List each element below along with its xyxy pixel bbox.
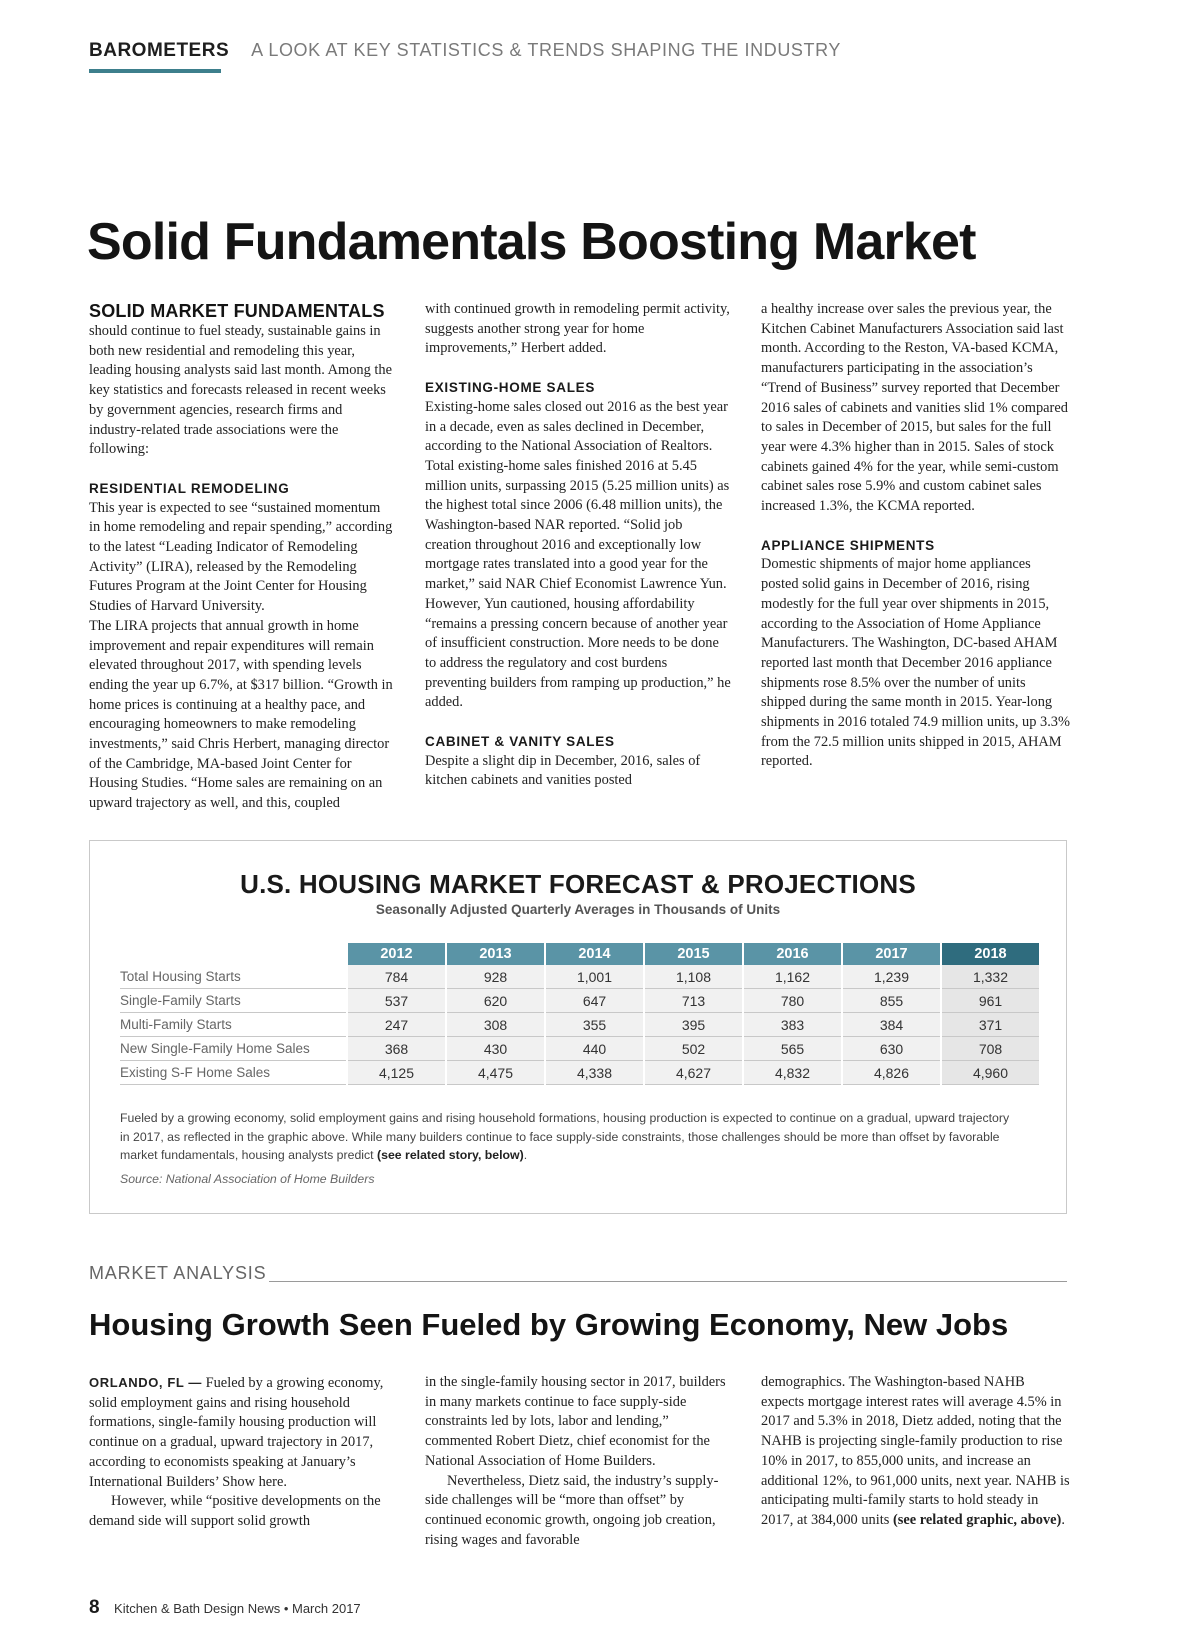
year-header-highlight: 2018 xyxy=(941,943,1039,965)
forecast-source: Source: National Association of Home Builders xyxy=(120,1172,375,1186)
table-cell: 855 xyxy=(842,989,941,1013)
paragraph: Existing-home sales closed out 2016 as the best year in a decade, even as sales declined in December, according to the National Association of Realtors. Total existing-home sales finished 2016 at 5.45 million units, surpassing 2015 (5.25 million units) as the highest total since 2006 (6.48 million units), the Washington-based NAR reported. “Solid job creation throughout 2016 and exceptionally low mortgage rates translated into a good year for the market,” said NAR Chief Economist Lawrence Yun. However, Yun cautioned, housing affordability “remains a pressing concern because of another year of insufficient construction. More needs to be done to address the regulatory and cost burdens preventing builders from ramping up production,” he added. xyxy=(425,398,731,711)
paragraph xyxy=(761,1373,1071,1531)
table-header-row xyxy=(120,943,1039,965)
table-cell: 383 xyxy=(743,1013,842,1037)
paragraph-text: demographics. The Washington-based NAHB expects mortgage interest rates will average 4.5% in 2017 and 5.3% in 2018, Dietz added, noting that the NAHB is projecting single-family production to rise 10% in 2017, to 855,000 units, and increase an additional 12%, to 961,000 units, next year. NAHB is anticipating multi-family starts to hold steady in 2017, at 384,000 units xyxy=(761,1374,1070,1528)
publication-info: Kitchen & Bath Design News • March 2017 xyxy=(114,1601,361,1616)
table-row xyxy=(120,989,1039,1013)
paragraph: Nevertheless, Dietz said, the industry’s supply-side challenges will be “more than offset” by continued economic growth, ongoing job creation, rising wages and favorable xyxy=(425,1472,719,1548)
forecast-caption xyxy=(120,1109,1020,1165)
ma-column-1 xyxy=(89,1373,395,1532)
table-cell: 355 xyxy=(545,1013,644,1037)
ma-column-3 xyxy=(761,1373,1071,1531)
table-cell: 537 xyxy=(347,989,446,1013)
year-header: 2014 xyxy=(545,943,644,965)
year-header: 2015 xyxy=(644,943,743,965)
table-cell: 928 xyxy=(446,965,545,989)
subheading-residential-remodeling: RESIDENTIAL REMODELING xyxy=(89,480,290,496)
forecast-title: U.S. HOUSING MARKET FORECAST & PROJECTIONS xyxy=(240,869,916,899)
table-cell: 620 xyxy=(446,989,545,1013)
table-row xyxy=(120,1013,1039,1037)
table-cell: 4,338 xyxy=(545,1061,644,1085)
header-accent-rule xyxy=(89,69,221,73)
article-column-1 xyxy=(89,300,395,814)
table-cell: 430 xyxy=(446,1037,545,1061)
year-header: 2017 xyxy=(842,943,941,965)
forecast-subtitle: Seasonally Adjusted Quarterly Averages in Thousands of Units xyxy=(375,902,781,917)
forecast-box xyxy=(89,840,1067,1214)
table-cell: 961 xyxy=(941,989,1039,1013)
table-cell: 1,108 xyxy=(644,965,743,989)
caption-text: Fueled by a growing economy, solid employment gains and rising household formations, housing production is expected to continue on a gradual, upward trajectory in 2017, as reflected in the graphic above. While many builders continue to face supply-side constraints, those challenges should be more than offset by favorable market fundamentals, housing analysts predict xyxy=(120,1111,1010,1162)
table-cell: 1,239 xyxy=(842,965,941,989)
paragraph: in the single-family housing sector in 2017, builders in many markets continue to face supply-side constraints led by lots, labor and lending,” commented Robert Dietz, chief economist for the National Association of Home Builders. xyxy=(425,1374,726,1469)
article-column-3 xyxy=(761,300,1071,772)
paragraph: This year is expected to see “sustained momentum in home remodeling and repair spending,” according to the latest “Leading Indicator of Remodeling Activity” (LIRA), released by the Remodeling Futures Program at the Joint Center for Housing Studies of Harvard University. xyxy=(89,499,393,615)
dateline: ORLANDO, FL — xyxy=(89,1375,202,1390)
caption-crossref: (see related story, below) xyxy=(377,1148,524,1162)
lead-paragraph: should continue to fuel steady, sustainable gains in both new residential and remodeling this year, leading housing analysts said last month. Among the key statistics and forecasts released in recent weeks by government agencies, research firms and industry-related trade associations were the following: xyxy=(89,323,392,458)
year-header: 2012 xyxy=(347,943,446,965)
paragraph: Despite a slight dip in December, 2016, sales of kitchen cabinets and vanities posted xyxy=(425,752,701,789)
table-row xyxy=(120,965,1039,989)
ma-column-2 xyxy=(425,1373,731,1550)
table-cell: 780 xyxy=(743,989,842,1013)
crossref: (see related graphic, above) xyxy=(892,1511,1062,1528)
table-cell: 440 xyxy=(545,1037,644,1061)
table-cell: 395 xyxy=(644,1013,743,1037)
row-label: Single-Family Starts xyxy=(120,989,347,1013)
caption-end: . xyxy=(523,1148,528,1162)
section-header xyxy=(89,40,841,62)
row-label: Existing S-F Home Sales xyxy=(120,1061,347,1085)
paragraph-end: . xyxy=(1061,1511,1065,1528)
table-cell: 4,832 xyxy=(743,1061,842,1085)
page-number: 8 xyxy=(89,1597,100,1618)
table-cell: 4,826 xyxy=(842,1061,941,1085)
table-cell: 784 xyxy=(347,965,446,989)
table-cell: 708 xyxy=(941,1037,1039,1061)
forecast-table xyxy=(120,943,1039,1085)
table-cell: 565 xyxy=(743,1037,842,1061)
section-tagline: A LOOK AT KEY STATISTICS & TRENDS SHAPING THE INDUSTRY xyxy=(251,40,841,60)
table-cell: 384 xyxy=(842,1013,941,1037)
table-cell: 308 xyxy=(446,1013,545,1037)
table-cell: 371 xyxy=(941,1013,1039,1037)
table-cell: 4,475 xyxy=(446,1061,545,1085)
table-cell: 4,627 xyxy=(644,1061,743,1085)
table-cell: 4,125 xyxy=(347,1061,446,1085)
table-cell: 630 xyxy=(842,1037,941,1061)
paragraph: However, while “positive developments on the demand side will support solid growth xyxy=(89,1493,381,1529)
table-cell: 368 xyxy=(347,1037,446,1061)
subheading-appliance-shipments: APPLIANCE SHIPMENTS xyxy=(761,537,935,553)
subheading-existing-home-sales: EXISTING-HOME SALES xyxy=(425,380,596,396)
market-analysis-rule xyxy=(269,1281,1067,1282)
page-footer xyxy=(89,1597,361,1619)
table-cell: 647 xyxy=(545,989,644,1013)
section-name: BAROMETERS xyxy=(89,40,230,61)
lead-heading: SOLID MARKET FUNDAMENTALS xyxy=(89,301,385,321)
paragraph: with continued growth in remodeling permit activity, suggests another strong year for home improvements,” Herbert added. xyxy=(425,301,730,357)
row-label: Total Housing Starts xyxy=(120,965,347,989)
market-analysis-title: Housing Growth Seen Fueled by Growing Economy, New Jobs xyxy=(89,1307,1009,1342)
row-label: New Single-Family Home Sales xyxy=(120,1037,347,1061)
table-cell: 713 xyxy=(644,989,743,1013)
table-cell: 1,162 xyxy=(743,965,842,989)
paragraph xyxy=(89,1373,395,1492)
article-column-2 xyxy=(425,300,731,791)
table-cell: 247 xyxy=(347,1013,446,1037)
table-cell: 1,001 xyxy=(545,965,644,989)
page-title: Solid Fundamentals Boosting Market xyxy=(87,213,976,271)
year-header: 2016 xyxy=(743,943,842,965)
row-label: Multi-Family Starts xyxy=(120,1013,347,1037)
market-analysis-label: MARKET ANALYSIS xyxy=(89,1263,267,1283)
paragraph: a healthy increase over sales the previous year, the Kitchen Cabinet Manufacturers Association said last month. According to the Reston, VA-based KCMA, manufacturers participating in the association’s “Trend of Business” survey reported that December 2016 sales of cabinets and vanities slid 1% compared to sales in December of 2015, but sales for the full year were 4.3% higher than in 2015. Sales of stock cabinets gained 4% for the year, while semi-custom cabinet sales rose 5.9% and custom cabinet sales increased 1.3%, the KCMA reported. xyxy=(761,301,1068,515)
table-cell: 1,332 xyxy=(941,965,1039,989)
table-cell: 4,960 xyxy=(941,1061,1039,1085)
table-cell: 502 xyxy=(644,1037,743,1061)
table-row xyxy=(120,1037,1039,1061)
year-header: 2013 xyxy=(446,943,545,965)
paragraph: Domestic shipments of major home appliances posted solid gains in December of 2016, rising modestly for the full year over shipments in 2015, according to the Association of Home Appliance Manufacturers. The Washington, DC-based AHAM reported last month that December 2016 appliance shipments rose 8.5% over the number of units shipped during the same month in 2015. Year-long shipments in 2016 totaled 74.9 million units, up 3.3% from the 72.5 million units shipped in 2015, AHAM reported. xyxy=(761,556,1070,770)
table-corner xyxy=(120,943,347,965)
paragraph-text: Fueled by a growing economy, solid employment gains and rising household formations, single-family housing production will continue on a gradual, upward trajectory in 2017, according to economists speaking at January’s International Builders’ Show here. xyxy=(89,1375,384,1490)
subheading-cabinet-vanity-sales: CABINET & VANITY SALES xyxy=(425,734,615,750)
paragraph: The LIRA projects that annual growth in home improvement and repair expenditures will remain elevated throughout 2017, with spending levels ending the year up 6.7%, at $317 billion. “Growth in home prices is continuing at a healthy pace, and encouraging homeowners to make remodeling investments,” said Chris Herbert, managing director of the Cambridge, MA-based Joint Center for Housing Studies. “Home sales are remaining on an upward trajectory as well, and this, coupled xyxy=(89,617,393,812)
table-row xyxy=(120,1061,1039,1085)
